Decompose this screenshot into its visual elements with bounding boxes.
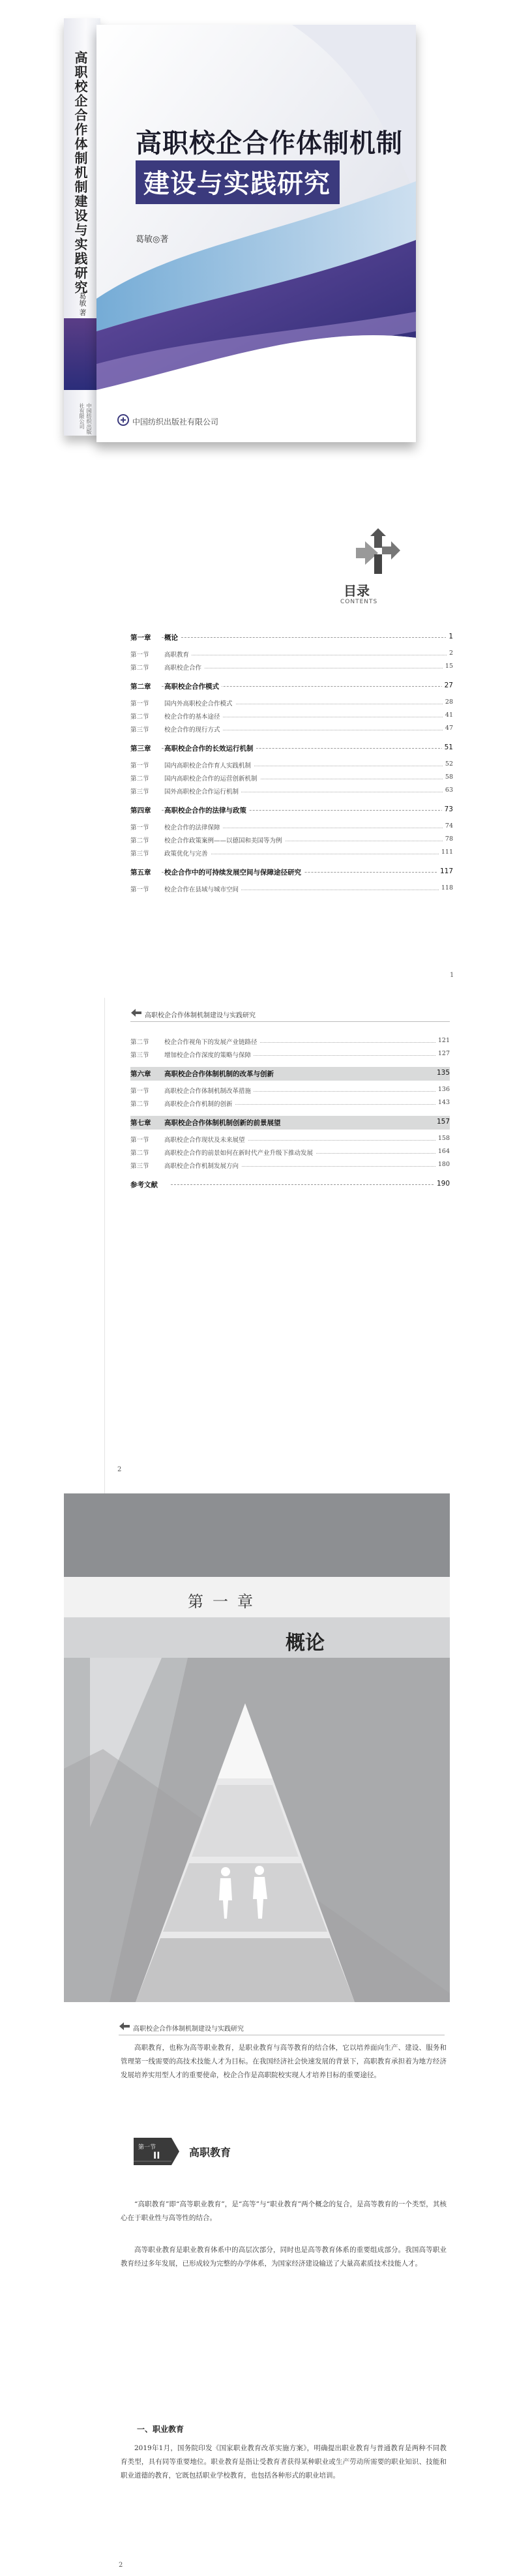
toc-section-entry[interactable] (130, 884, 453, 894)
cover-title-line2: 建设与实践研究 (136, 160, 340, 204)
section-title: 国内外高职校企合作模式 (164, 698, 235, 708)
toc-section-entry[interactable] (130, 822, 453, 832)
toc-section-entry[interactable] (130, 848, 453, 858)
toc-section-entry[interactable] (130, 663, 453, 672)
toc-section-entry[interactable] (130, 760, 453, 770)
section-page: 58 (443, 773, 453, 781)
section-label: 第二节 (130, 1150, 149, 1157)
toc-chapter-group (130, 805, 453, 858)
chapter-label: 第一章 (130, 634, 151, 642)
section-label: 第三节 (130, 850, 149, 858)
section-page: 74 (443, 822, 453, 830)
section-title: 国内高职校企合作的运营创新机制 (164, 773, 260, 783)
toc-references-entry[interactable] (130, 1180, 450, 1191)
chapter-page: 51 (442, 743, 453, 751)
running-head-icon (119, 2022, 130, 2031)
section-page: 127 (435, 1050, 450, 1057)
section-badge-label: 第一节 (138, 2144, 156, 2151)
toc-section-entry[interactable] (130, 1161, 450, 1171)
section-title: 校企合作在县域与城市空间 (164, 884, 241, 893)
opener-top-band (64, 1493, 450, 1577)
toc-chapter-group (130, 1037, 450, 1060)
body-paragraph: “高职教育”即“高等职业教育”，是“高等”与“职业教育”两个概念的复合，是高等教育的一个类型，其核心在于职业性与高等性的结合。 (121, 2200, 447, 2222)
section-title: 高职校企合作体制机制改革措施 (164, 1086, 254, 1095)
section-title: 高职校企合作机制的创新 (164, 1099, 235, 1108)
section-page: 28 (443, 698, 453, 706)
section-label: 第一节 (130, 1137, 149, 1144)
toc-list-page2 (130, 1037, 450, 1201)
book-front-cover (96, 25, 416, 442)
chapter-page: 157 (436, 1118, 450, 1126)
section-page: 41 (443, 711, 453, 719)
toc-chapter-entry[interactable] (130, 681, 453, 693)
section-title: 校企合作政策案例——以德国和美国等为例 (164, 835, 285, 845)
toc-section-entry[interactable] (130, 650, 453, 659)
publisher-logo-icon (117, 414, 129, 426)
toc-chapter-group (130, 633, 453, 672)
section-label: 第二节 (130, 775, 149, 783)
chapter-label: 第七章 (130, 1119, 151, 1127)
section-page: 52 (443, 760, 453, 768)
section-title: 校企合作的法律保障 (164, 822, 223, 831)
toc-section-entry[interactable] (130, 1086, 450, 1096)
toc-section-entry[interactable] (130, 1099, 450, 1109)
section-label: 第一节 (130, 886, 149, 893)
section-title: 增加校企合作深度的策略与保障 (164, 1050, 254, 1059)
section-title: 高职校企合作的前景如何在新时代产业升级下推动发展 (164, 1148, 316, 1157)
section-title: 高职校企合作 (164, 663, 204, 672)
chapter-page: 135 (436, 1069, 450, 1077)
toc-chapter-group (130, 681, 453, 734)
body-paragraph: 2019年1月，国务院印发《国家职业教育改革实施方案》，明确提出职业教育与普通教育是两种不同教育类型，具有同等重要地位。职业教育是指让受教育者获得某种职业或生产劳动所需要的职业知识、技能和职业道德的教育，它既包括职业学校教育，也包括各种形式的职业培训。 (121, 2444, 447, 2479)
toc-chapter-entry[interactable] (130, 1118, 450, 1130)
section-page: 136 (435, 1086, 450, 1093)
section-page: 118 (439, 884, 453, 891)
running-head: 高职校企合作体制机制建设与实践研究 (145, 1012, 256, 1019)
opener-pyramid-illustration (64, 1658, 450, 2002)
toc-section-entry[interactable] (130, 1148, 450, 1158)
section-page: 158 (435, 1135, 450, 1142)
toc-section-entry[interactable] (130, 1050, 450, 1060)
book-cover-section (0, 0, 515, 496)
section-page: 180 (435, 1161, 450, 1168)
toc-list-page1 (130, 633, 453, 903)
section-page: 15 (443, 663, 453, 670)
toc-chapter-entry[interactable] (130, 743, 453, 755)
opener-number-band (64, 1577, 450, 1617)
toc-section-entry[interactable] (130, 711, 453, 721)
chapter-title: 高职校企合作体制机制的改革与创新 (164, 1070, 274, 1078)
section-label: 第三节 (130, 1163, 149, 1170)
spine-author: 葛敏 著 (78, 292, 87, 316)
section-title: 国外高职校企合作运行机制 (164, 786, 241, 796)
references-page: 190 (434, 1180, 450, 1188)
section-title: 国内高职校企合作育人实践机制 (164, 760, 254, 770)
chapter-label: 第六章 (130, 1070, 151, 1078)
section-title: 高职校企合作现状及未来展望 (164, 1135, 248, 1144)
opener-title-band (64, 1617, 450, 1658)
toc-page-2 (0, 991, 515, 1493)
section-label: 第三节 (130, 726, 149, 734)
section-page: 164 (435, 1148, 450, 1155)
section-page: 143 (435, 1099, 450, 1106)
section-title: 高职教育 (164, 650, 192, 659)
toc-chapter-group (130, 1118, 450, 1171)
chapter-title: 高职校企合作模式 (164, 681, 222, 691)
toc-section-entry[interactable] (130, 725, 453, 734)
running-head-icon (130, 1008, 142, 1017)
running-head-rule (130, 1021, 450, 1022)
intro-paragraph: 高职教育，也称为高等职业教育，是职业教育与高等教育的结合体，它以培养面向生产、建设、服务和管理第一线需要的高技术技能人才为目标。在我国经济社会快速发展的背景下，高职教育承担着为地方经济发展培养实用型人才的重要使命，校企合作是高职院校实现人才培养目标的重要途径。 (121, 2044, 447, 2079)
section-page: 2 (447, 650, 453, 657)
section-page: 63 (443, 786, 453, 794)
running-head: 高职校企合作体制机制建设与实践研究 (133, 2026, 244, 2033)
section-title: 校企合作视角下的发展产业链路径 (164, 1037, 260, 1046)
chapter-page: 1 (446, 633, 453, 640)
spine-title: 高职校企合作体制机制建设与实践研究 (72, 51, 88, 295)
section-title: 高职校企合作机制发展方向 (164, 1161, 241, 1170)
body-paragraph: 高等职业教育是职业教育体系中的高层次部分，同时也是高等教育体系的重要组成部分。我国高等职业教育经过多年发展，已形成较为完整的办学体系，为国家经济建设输送了大量高素质技术技能人才。 (121, 2246, 447, 2268)
chapter-page: 117 (437, 867, 453, 875)
section-page: 121 (435, 1037, 450, 1044)
toc-page-1 (0, 496, 515, 991)
toc-chapter-entry[interactable] (130, 805, 453, 817)
toc-chapter-group (130, 1180, 450, 1191)
section-label: 第二节 (130, 837, 149, 845)
page-number: 2 (119, 2562, 123, 2569)
chapter-opener (64, 1493, 450, 2002)
chapter-page: 27 (442, 681, 453, 689)
chapter-label: 第五章 (130, 869, 151, 876)
references-label: 参考文献 (130, 1180, 160, 1190)
toc-chapter-entry[interactable] (130, 867, 453, 879)
chapter-label: 第三章 (130, 745, 151, 753)
section-label: 第一节 (130, 1088, 149, 1095)
toc-section-entry[interactable] (130, 835, 453, 845)
section-label: 第二节 (130, 1101, 149, 1108)
chapter-title: 高职校企合作的长效运行机制 (164, 743, 256, 753)
toc-section-entry[interactable] (130, 1135, 450, 1145)
cover-title-line1: 高职校企合作体制机制 (136, 128, 403, 158)
opener-chapter-title: 概论 (286, 1632, 325, 1655)
chapter-title: 校企合作中的可持续发展空间与保障途径研究 (164, 867, 304, 877)
chapter-page: 73 (442, 805, 453, 813)
chapter-title: 高职校企合作的法律与政策 (164, 805, 249, 815)
toc-chapter-group (130, 1069, 450, 1109)
section-page: 111 (439, 848, 453, 856)
section-label: 第一节 (130, 700, 149, 708)
section-title: 政策优化与完善 (164, 848, 211, 858)
toc-section-entry[interactable] (130, 773, 453, 783)
section-page: 78 (443, 835, 453, 843)
toc-section-entry[interactable] (130, 698, 453, 708)
page-number: 2 (117, 1466, 122, 1473)
chapter-label: 第四章 (130, 807, 151, 815)
section-label: 第一节 (130, 824, 149, 831)
book-spine (64, 18, 100, 436)
toc-chapter-entry[interactable] (130, 1069, 450, 1081)
opener-chapter-number: 第一章 (188, 1593, 262, 1611)
section-title: 校企合作的基本途径 (164, 711, 223, 721)
page-number: 1 (450, 972, 454, 979)
cover-publisher: 中国纺织出版社有限公司 (132, 417, 219, 427)
section-label: 第三节 (130, 1052, 149, 1059)
toc-subtitle: CONTENTS (340, 599, 378, 605)
section-label: 第一节 (130, 762, 149, 770)
spine-color-band (64, 318, 100, 390)
section-label: 第二节 (130, 713, 149, 721)
spine-publisher: 中国纺织出版社有限公司 (79, 403, 92, 434)
section-label: 第三节 (130, 788, 149, 796)
toc-section-entry[interactable] (130, 786, 453, 796)
section-label: 第二节 (130, 1039, 149, 1046)
toc-chapter-group (130, 867, 453, 894)
subsection-heading: 一、职业教育 (137, 2425, 184, 2434)
toc-chapter-entry[interactable] (130, 633, 453, 644)
section-title: 校企合作的现行方式 (164, 725, 223, 734)
chapter-text-page (0, 2002, 515, 2576)
chapter-label: 第二章 (130, 683, 151, 691)
section-page: 47 (443, 725, 453, 732)
cover-author: 葛敏◎著 (136, 235, 169, 245)
chapter-title: 高职校企合作体制机制创新的前景展望 (164, 1119, 281, 1127)
section-label: 第二节 (130, 665, 149, 672)
toc-emblem-icon (352, 522, 404, 580)
section-title: 高职教育 (189, 2146, 231, 2159)
toc-chapter-group (130, 743, 453, 796)
toc-section-entry[interactable] (130, 1037, 450, 1047)
svg-text:II: II (153, 2151, 160, 2161)
section-label: 第一节 (130, 651, 149, 659)
chapter-title: 概论 (164, 633, 181, 642)
toc-title: 目录 (344, 583, 370, 599)
